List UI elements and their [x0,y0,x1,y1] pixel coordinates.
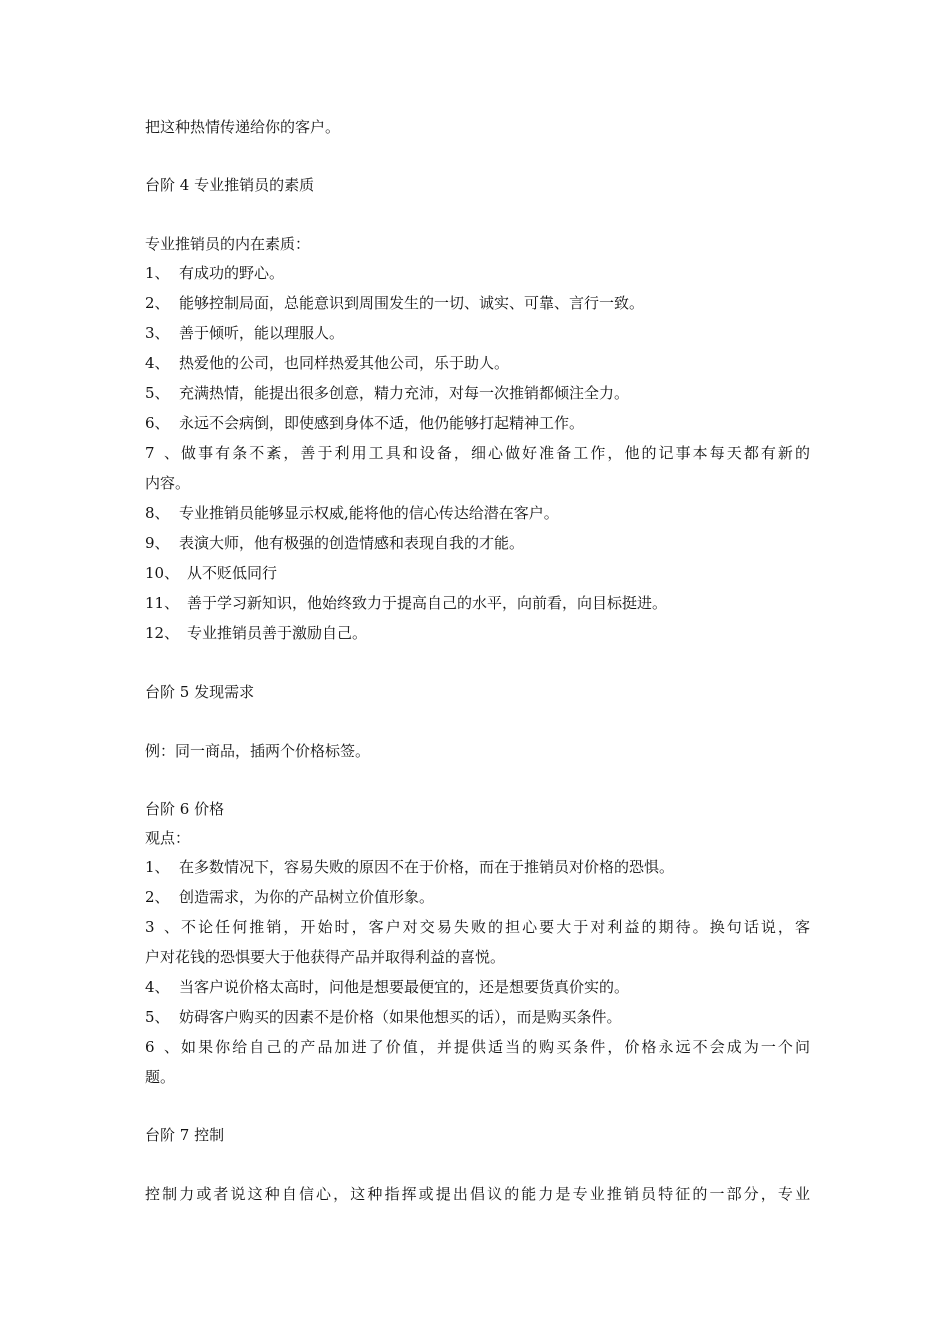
list-item [145,263,810,283]
list-number: 1、 [145,264,170,282]
list-number: 6、 [145,1038,179,1056]
list-number: 2、 [145,888,170,906]
list-text: 表演大师，他有极强的创造情感和表现自我的才能。 [179,534,525,552]
list-item [145,917,810,937]
list-item [145,383,810,403]
list-item-continuation: 内容。 [145,474,191,492]
heading-step-6: 台阶 6 价格 [145,800,225,818]
list-text: 热爱他的公司，也同样热爱其他公司，乐于助人。 [179,354,510,372]
list-item [145,1007,810,1027]
list-item [145,323,810,343]
list-item [145,293,810,313]
list-text: 当客户说价格太高时，问他是想要最便宜的，还是想要货真价实的。 [179,978,630,996]
intro-paragraph: 把这种热情传递给你的客户。 [145,118,341,136]
list-item [145,443,810,463]
example-paragraph: 例：同一商品，插两个价格标签。 [145,742,371,760]
list-item-continuation: 题。 [145,1068,176,1086]
list-item [145,533,810,553]
list-number: 3、 [145,918,179,936]
list-item-continuation: 户对花钱的恐惧要大于他获得产品并取得利益的喜悦。 [145,948,506,966]
list-number: 10、 [145,564,180,582]
list-item [145,1037,810,1057]
list-item [145,563,810,583]
list-text: 做事有条不紊，善于利用工具和设备，细心做好准备工作，他的记事本每天都有新的 [179,444,810,462]
list-number: 9、 [145,534,170,552]
list-text: 充满热情，能提出很多创意，精力充沛，对每一次推销都倾注全力。 [179,384,630,402]
list-text: 善于倾听，能以理服人。 [179,324,345,342]
list-text: 在多数情况下，容易失败的原因不在于价格，而在于推销员对价格的恐惧。 [179,858,675,876]
list-item [145,413,810,433]
list-text: 永远不会病倒，即使感到身体不适，他仍能够打起精神工作。 [179,414,585,432]
list-item [145,623,810,643]
inner-qualities-title: 专业推销员的内在素质： [145,235,311,253]
list-item [145,977,810,997]
list-text: 创造需求，为你的产品树立价值形象。 [179,888,435,906]
heading-step-4: 台阶 4 专业推销员的素质 [145,176,315,194]
views-title: 观点： [145,829,191,847]
list-number: 5、 [145,1008,170,1026]
list-item [145,857,810,877]
list-text: 有成功的野心。 [179,264,285,282]
list-item [145,353,810,373]
heading-step-7: 台阶 7 控制 [145,1126,225,1144]
list-number: 12、 [145,624,180,642]
list-text: 能够控制局面，总能意识到周围发生的一切、诚实、可靠、言行一致。 [179,294,645,312]
heading-step-5: 台阶 5 发现需求 [145,683,255,701]
list-text: 不论任何推销，开始时，客户对交易失败的担心要大于对利益的期待。换句话说，客 [179,918,810,936]
list-text: 专业推销员能够显示权威,能将他的信心传达给潜在客户。 [179,504,559,522]
list-item [145,887,810,907]
list-item [145,593,810,613]
list-number: 2、 [145,294,170,312]
list-item [145,503,810,523]
list-number: 11、 [145,594,180,612]
list-text: 妨碍客户购买的因素不是价格（如果他想买的话），而是购买条件。 [179,1008,622,1026]
list-number: 8、 [145,504,170,522]
list-text: 如果你给自己的产品加进了价值，并提供适当的购买条件，价格永远不会成为一个问 [179,1038,810,1056]
list-number: 1、 [145,858,170,876]
list-text: 专业推销员善于激励自己。 [187,624,368,642]
list-number: 6、 [145,414,170,432]
list-text: 善于学习新知识，他始终致力于提高自己的水平，向前看，向目标挺进。 [187,594,668,612]
list-text: 从不贬低同行 [187,564,278,582]
list-number: 4、 [145,978,170,996]
list-number: 3、 [145,324,170,342]
list-number: 7、 [145,444,179,462]
control-paragraph: 控制力或者说这种自信心，这种指挥或提出倡议的能力是专业推销员特征的一部分，专业 [145,1185,810,1203]
list-number: 5、 [145,384,170,402]
list-number: 4、 [145,354,170,372]
